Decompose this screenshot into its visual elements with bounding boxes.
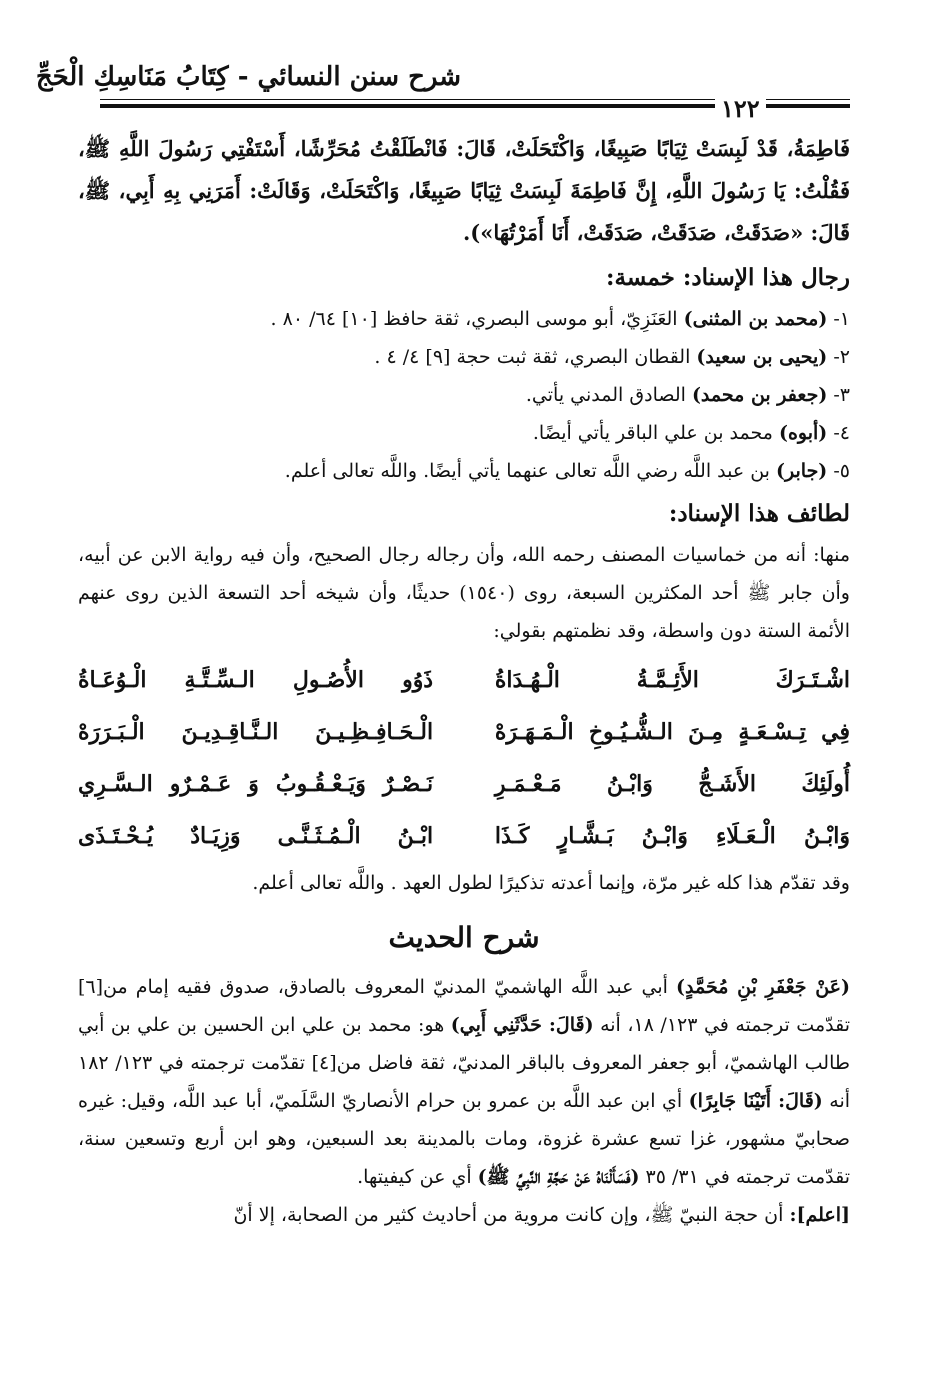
- narrator-name: (أبوه): [778, 422, 828, 444]
- page-body: [78, 128, 850, 1234]
- narrator-description: العَنَزِيّ، أبو موسى البصري، ثقة حافظ [١٠] ٦٤/ ٨٠ .: [270, 308, 684, 330]
- narrator-number: ٤-: [833, 422, 850, 444]
- commentary-text: أي ابن عبد اللَّه بن عمرو بن حرام الأنصاريّ السَّلَميّ، أبا عبد اللَّه، وقيل: غيره صحابيّ مشهور، غزا تسع عشرة غزوة، ومات بالمدينة بعد السبعين، وهو ابن أربع وتسعين سنة، تقدّمت ترجمته في ٣١/ ٣٥: [78, 1090, 850, 1188]
- narrator-number: ٣-: [833, 384, 850, 406]
- narrator-name: (محمد بن المثنى): [683, 308, 828, 330]
- narrator-name: (يحيى بن سعيد): [696, 346, 828, 368]
- narrator-description: القطان البصري، ثقة ثبت حجة [٩] ٤/ ٤ .: [374, 346, 697, 368]
- narrator-item: [78, 376, 850, 414]
- note-text: أن حجة النبيّ ﷺ، وإن كانت مروية من أحاديث كثير من الصحابة، إلا أنّ: [233, 1204, 790, 1226]
- narrator-name: (جعفر بن محمد): [691, 384, 828, 406]
- narrator-item: [78, 452, 850, 490]
- poem: [78, 654, 850, 862]
- quoted-hadith-phrase: (فَسَأَلْنَاهُ عَنْ حَجَّةِ النَّبِيِّ ﷺ): [477, 1166, 640, 1188]
- poem-first-hemistich: فِي تِـسْـعَـةٍ مِـنَ الـشُّـيُـوخِ الْـمَـهَـرَهْ: [494, 719, 850, 745]
- poem-line: [78, 758, 850, 810]
- narrator-description: الصادق المدني يأتي.: [525, 384, 692, 406]
- narrator-item: [78, 414, 850, 452]
- narrator-item: [78, 338, 850, 376]
- commentary-paragraph: [78, 968, 850, 1196]
- narrator-description: محمد بن علي الباقر يأتي أيضًا.: [532, 422, 779, 444]
- subtleties-heading: لطائف هذا الإسناد:: [668, 500, 850, 527]
- poem-first-hemistich: اشْـتَـرَكَ الأَئِـمَّـةُ الْـهُـدَاةُ: [494, 667, 850, 693]
- after-poem-text: وقد تقدّم هذا كله غير مرّة، وإنما أعدته تذكيرًا لطول العهد . واللَّه تعالى أعلم.: [252, 872, 850, 894]
- narrator-number: ٥-: [833, 460, 850, 482]
- commentary-title: شرح الحديث: [388, 921, 540, 954]
- poem-line: [78, 706, 850, 758]
- narrators-list: [78, 300, 850, 490]
- commentary-text: أي عن كيفيتها.: [357, 1166, 478, 1188]
- poem-line: [78, 810, 850, 862]
- quoted-hadith-phrase: (قَالَ: حَدَّثَنِي أَبِي): [450, 1014, 594, 1036]
- poem-second-hemistich: ابْـنُ الْـمُـثَـنَّـى وَزِيَـادٌ يُـحْـتَـذَى: [78, 823, 434, 849]
- poem-first-hemistich: أُولَئِكَ الأَشَـجُّ وَابْـنُ مَـعْـمَـرِ: [494, 771, 850, 797]
- poem-second-hemistich: نَـصْـرٌ وَيَـعْـقُـوبُ وَ عَـمْـرٌو الـسَّـرِي: [78, 771, 434, 797]
- narrator-number: ١-: [833, 308, 850, 330]
- narrator-name: (جابر): [776, 460, 828, 482]
- narrator-number: ٢-: [833, 346, 850, 368]
- poem-first-hemistich: وَابْـنُ الْـعَـلَاءِ وَابْـنُ بَـشَّـارٍ كَـذَا: [494, 823, 850, 849]
- running-header-title: شرح سنن النسائي - كِتَابُ مَنَاسِكِ الْحَجِّ: [35, 62, 461, 92]
- poem-second-hemistich: ذَوُو الأُصُـولِ الـسِّـتَّـةِ الْـوُعَـاةُ: [78, 667, 434, 693]
- narrators-heading: رجال هذا الإسناد: خمسة:: [606, 264, 850, 291]
- poem-line: [78, 654, 850, 706]
- commentary-text: هو: محمد بن علي ابن الحسين بن علي بن أبي طالب الهاشميّ، أبو جعفر المعروف بالباقر المدنيّ، ثقة فاضل من[٤] تقدّمت ترجمته في ١٢٣/ ١٨٢ أنه: [78, 1014, 851, 1112]
- quoted-hadith-phrase: (قَالَ: أَتَيْنَا جَابِرًا): [688, 1090, 823, 1112]
- commentary-paragraph-2: [78, 1196, 850, 1234]
- quoted-hadith-phrase: (عَنْ جَعْفَرِ بْنِ مُحَمَّدٍ): [676, 976, 851, 998]
- page-number: ١٢٢: [715, 94, 766, 123]
- note-label: [اعلم]:: [789, 1204, 850, 1226]
- commentary-text: أبي عبد اللَّه الهاشميّ المدنيّ المعروف بالصادق، صدوق فقيه إمام من[٦] تقدّمت ترجمته في ١٢٣/ ١٨، أنه: [78, 976, 850, 1036]
- subtleties-text: منها: أنه من خماسيات المصنف رحمه الله، وأن رجاله رجال الصحيح، وأن فيه رواية الابن عن أبيه، وأن جابر ﷺ أحد المكثرين السبعة، روى (١٥٤٠) حديثًا، وأن شيخه أحد التسعة الذين روى عنهم الأئمة الستة دون واسطة، وقد نظمتهم بقولي:: [78, 544, 850, 642]
- poem-second-hemistich: الْـحَـافِـظِـيـنَ الـنَّـاقِـدِيـنَ الْـبَـرَرَهْ: [78, 719, 434, 745]
- narrator-item: [78, 300, 850, 338]
- hadith-text: فَاطِمَةُ، قَدْ لَبِسَتْ ثِيَابًا صَبِيغًا، وَاكْتَحَلَتْ، قَالَ: فَانْطَلَقْتُ مُحَرِّشًا، أَسْتَفْتِي رَسُولَ اللَّهِ ﷺ، فَقُلْتُ: يَا رَسُولَ اللَّهِ، إِنَّ فَاطِمَةَ لَبِسَتْ ثِيَابًا صَبِيغًا، وَاكْتَحَلَتْ، وَقَالَتْ: أَمَرَنِي بِهِ أَبِي، ﷺ، قَالَ: «صَدَقَتْ، صَدَقَتْ، صَدَقَتْ، أَنَا أَمَرْتُهَا»).: [78, 136, 850, 245]
- narrator-description: بن عبد اللَّه رضي اللَّه تعالى عنهما يأتي أيضًا. واللَّه تعالى أعلم.: [284, 460, 777, 482]
